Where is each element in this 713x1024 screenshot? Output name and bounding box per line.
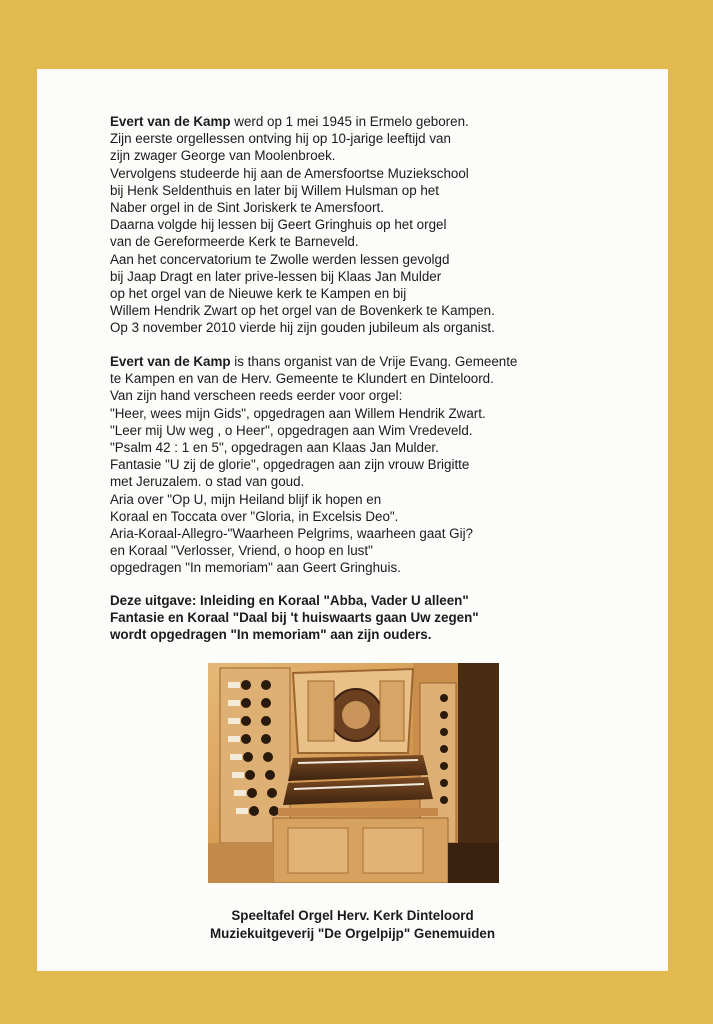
text-line: Op 3 november 2010 vierde hij zijn gouden jubileum als organist. xyxy=(110,320,495,336)
text-line: met Jeruzalem. o stad van goud. xyxy=(110,474,305,490)
text-line: "Heer, wees mijn Gids", opgedragen aan Willem Hendrik Zwart. xyxy=(110,405,486,421)
edition-paragraph xyxy=(110,592,479,644)
text-line: Aria over "Op U, mijn Heiland blijf ik hopen en xyxy=(110,491,382,507)
name-lead: Evert van de Kamp xyxy=(110,114,231,129)
text-line: bij Jaap Dragt en later prive-lessen bij Klaas Jan Mulder xyxy=(110,268,442,284)
first-line-rest: is thans organist van de Vrije Evang. Gemeente xyxy=(230,354,518,369)
text-line: Koraal en Toccata over "Gloria, in Excelsis Deo". xyxy=(110,508,399,524)
publisher-line: Muziekuitgeverij "De Orgelpijp" Genemuiden xyxy=(209,926,496,941)
name-lead: Evert van de Kamp xyxy=(110,354,231,369)
text-line: wordt opgedragen "In memoriam" aan zijn ouders. xyxy=(110,627,432,643)
text-line: Fantasie "U zij de glorie", opgedragen aan zijn vrouw Brigitte xyxy=(110,457,470,473)
biography-paragraph xyxy=(110,113,495,337)
text-line: "Psalm 42 : 1 en 5", opgedragen aan Klaas Jan Mulder. xyxy=(110,440,439,456)
text-line: Van zijn hand verscheen reeds eerder voor orgel: xyxy=(110,388,403,404)
text-line xyxy=(110,353,517,370)
text-line: "Leer mij Uw weg , o Heer", opgedragen aan Wim Vredeveld. xyxy=(110,422,473,438)
text-line: Naber orgel in de Sint Joriskerk te Amersfoort. xyxy=(110,200,384,216)
text-line: zijn zwager George van Moolenbroek. xyxy=(110,148,336,164)
organ-console-photo xyxy=(208,663,499,883)
text-line: en Koraal "Verlosser, Vriend, o hoop en lust" xyxy=(110,543,373,559)
text-line: Deze uitgave: Inleiding en Koraal "Abba, Vader U alleen" xyxy=(110,593,469,608)
photo-caption xyxy=(37,907,668,943)
text-line: Aan het concervatorium te Zwolle werden lessen gevolgd xyxy=(110,251,450,267)
text-line: Aria-Koraal-Allegro-"Waarheen Pelgrims, waarheen gaat Gij? xyxy=(110,526,473,542)
page-sheet xyxy=(37,69,668,971)
text-line: Vervolgens studeerde hij aan de Amersfoortse Muziekschool xyxy=(110,165,469,181)
first-line-rest: werd op 1 mei 1945 in Ermelo geboren. xyxy=(230,114,469,129)
text-line: Willem Hendrik Zwart op het orgel van de Bovenkerk te Kampen. xyxy=(110,303,495,319)
text-line: opgedragen "In memoriam" aan Geert Gringhuis. xyxy=(110,560,401,576)
text-line: bij Henk Seldenthuis en later bij Willem Hulsman op het xyxy=(110,182,439,198)
text-line: van de Gereformeerde Kerk te Barneveld. xyxy=(110,234,359,250)
text-line: Daarna volgde hij lessen bij Geert Gringhuis op het orgel xyxy=(110,217,447,233)
text-line: Zijn eerste orgellessen ontving hij op 10-jarige leeftijd van xyxy=(110,131,451,147)
works-paragraph xyxy=(110,353,517,577)
caption-line: Speeltafel Orgel Herv. Kerk Dinteloord xyxy=(231,908,474,923)
text-line: Fantasie en Koraal "Daal bij 't huiswaarts gaan Uw zegen" xyxy=(110,610,479,626)
text-line xyxy=(110,113,495,130)
text-line: te Kampen en van de Herv. Gemeente te Klundert en Dinteloord. xyxy=(110,371,494,387)
text-line: op het orgel van de Nieuwe kerk te Kampen en bij xyxy=(110,286,407,302)
